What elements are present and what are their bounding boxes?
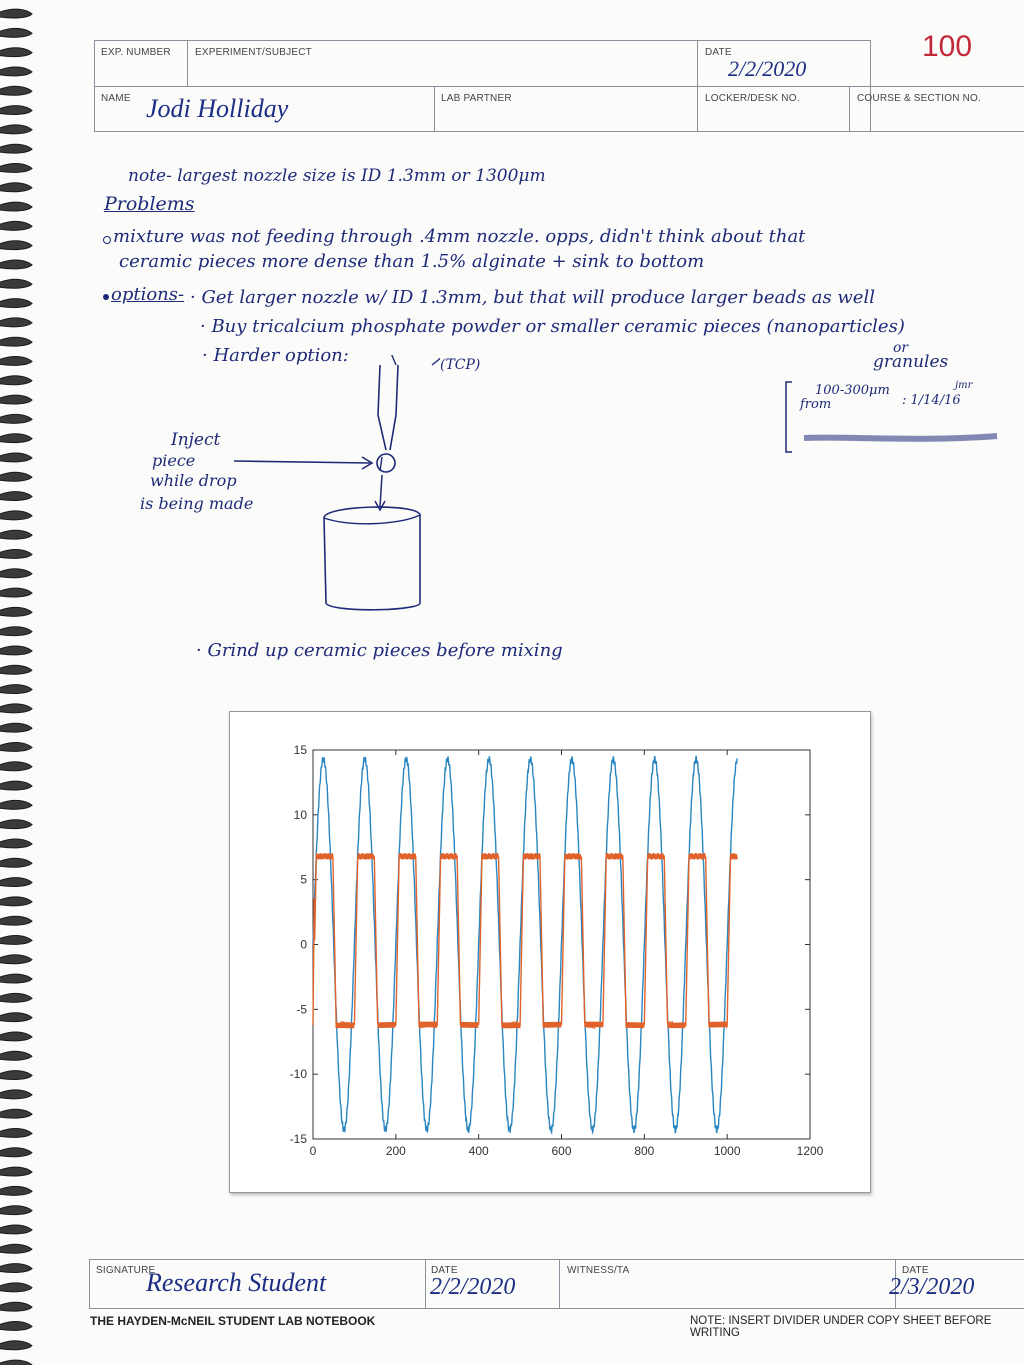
chart-figure	[229, 711, 871, 1193]
spiral-loop	[0, 607, 32, 616]
spiral-loop	[0, 569, 32, 578]
header-row-divider	[94, 86, 1024, 87]
spiral-loop	[0, 1013, 32, 1022]
spiral-loop	[0, 1186, 32, 1195]
spiral-loop	[0, 858, 32, 867]
spiral-loop	[0, 1032, 32, 1041]
spiral-loop	[0, 550, 32, 559]
inject-label-1: Inject	[171, 430, 221, 450]
spiral-loop	[0, 685, 32, 694]
tcp-label: (TCP)	[440, 357, 481, 373]
side-note-range: 100-300μm	[815, 383, 890, 398]
spiral-loop	[0, 1090, 32, 1099]
spiral-loop	[0, 646, 32, 655]
spiral-loop	[0, 472, 32, 481]
spiral-loop	[0, 86, 32, 95]
date-value: 2/2/2020	[728, 56, 807, 81]
date-label: DATE	[705, 47, 732, 58]
spiral-loop	[0, 743, 32, 752]
spiral-loop	[0, 202, 32, 211]
spiral-loop	[0, 897, 32, 906]
spiral-loop	[0, 1302, 32, 1311]
spiral-loop	[0, 106, 32, 115]
spiral-loop	[0, 1360, 32, 1365]
spiral-loop	[0, 221, 32, 230]
spiral-loop	[0, 357, 32, 366]
spiral-loop	[0, 9, 32, 18]
series-line-square	[313, 853, 737, 1028]
spiral-loop	[0, 28, 32, 37]
spiral-loop	[0, 781, 32, 790]
problem-2: ceramic pieces more dense than 1.5% alginate + sink to bottom	[119, 251, 705, 272]
x-tick-label: 200	[385, 1144, 406, 1158]
y-tick-label: 0	[300, 937, 307, 952]
footer-date2-label: DATE	[902, 1265, 929, 1276]
chart-svg	[230, 712, 870, 1192]
spiral-loop	[0, 183, 32, 192]
spiral-loop	[0, 704, 32, 713]
spiral-loop	[0, 1264, 32, 1273]
footer-date2-value: 2/3/2020	[889, 1274, 975, 1300]
name-label: NAME	[101, 93, 131, 104]
bullet-options	[103, 294, 109, 300]
y-tick-label: 5	[300, 872, 307, 887]
inject-label-4: is being made	[140, 494, 254, 513]
option-2: · Buy tricalcium phosphate powder or smaller ceramic pieces (nanoparticles)	[200, 316, 905, 337]
spiral-loop	[0, 279, 32, 288]
x-tick-label: 600	[551, 1144, 572, 1158]
side-note-date: : 1/14/16	[902, 393, 961, 408]
spiral-loop	[0, 299, 32, 308]
spiral-loop	[0, 955, 32, 964]
spiral-loop	[0, 1071, 32, 1080]
spiral-loop	[0, 665, 32, 674]
side-note-initials: jmr	[955, 380, 973, 391]
spiral-loop	[0, 376, 32, 385]
spiral-loop	[0, 800, 32, 809]
spiral-loop	[0, 1341, 32, 1350]
y-tick-label: -5	[296, 1002, 307, 1017]
spiral-loop	[0, 820, 32, 829]
spiral-loop	[0, 414, 32, 423]
footer-date-label: DATE	[431, 1265, 458, 1276]
experiment-subject-label: EXPERIMENT/SUBJECT	[195, 47, 312, 58]
spiral-loop	[0, 125, 32, 134]
spiral-loop	[0, 434, 32, 443]
spiral-loop	[0, 241, 32, 250]
note-line: note- largest nozzle size is ID 1.3mm or 1300μm	[128, 166, 546, 186]
spiral-loop	[0, 67, 32, 76]
spiral-loop	[0, 1148, 32, 1157]
spiral-loop	[0, 318, 32, 327]
spiral-loop	[0, 1051, 32, 1060]
spiral-loop	[0, 1167, 32, 1176]
lab-partner-label: LAB PARTNER	[441, 93, 512, 104]
spiral-loop	[0, 511, 32, 520]
footer-divider-2	[559, 1259, 560, 1309]
x-tick-label: 800	[634, 1144, 655, 1158]
option-2-or: or	[893, 340, 909, 356]
problem-1: mixture was not feeding through .4mm nozzle. opps, didn't think about that	[113, 226, 806, 247]
name-value: Jodi Holliday	[146, 94, 289, 123]
course-section-label: COURSE & SECTION NO.	[857, 93, 982, 104]
header-col-divider-1	[187, 40, 188, 86]
spiral-loop	[0, 1206, 32, 1215]
options-heading: options-	[111, 284, 185, 305]
spiral-loop	[0, 1225, 32, 1234]
bullet-problem	[103, 236, 111, 244]
x-tick-label: 0	[309, 1144, 317, 1158]
spiral-loop	[0, 1322, 32, 1331]
spiral-loop	[0, 993, 32, 1002]
spiral-loop	[0, 260, 32, 269]
signature-label: SIGNATURE	[96, 1265, 156, 1276]
inject-label-3: while drop	[150, 471, 237, 490]
x-tick-label: 400	[468, 1144, 489, 1158]
spiral-loop	[0, 395, 32, 404]
spiral-loop	[0, 164, 32, 173]
exp-number-label: EXP. NUMBER	[101, 47, 171, 58]
spiral-loop	[0, 723, 32, 732]
spiral-loop	[0, 936, 32, 945]
side-note-from: from	[800, 397, 832, 412]
spiral-loop	[0, 588, 32, 597]
problems-heading: Problems	[104, 193, 195, 215]
option-1: · Get larger nozzle w/ ID 1.3mm, but that will produce larger beads as well	[190, 287, 875, 308]
spiral-loop	[0, 1129, 32, 1138]
y-tick-label: -15	[289, 1132, 307, 1146]
witness-label: WITNESS/TA	[567, 1265, 630, 1276]
spiral-loop	[0, 144, 32, 153]
x-tick-label: 1000	[713, 1144, 741, 1158]
page-number: 100	[922, 30, 973, 63]
header-col-divider-3	[434, 86, 435, 132]
option-2-granules: granules	[873, 352, 949, 372]
spiral-loop	[0, 492, 32, 501]
y-tick-label: 15	[293, 743, 307, 757]
signature-value: Research Student	[146, 1268, 327, 1297]
spiral-loop	[0, 974, 32, 983]
inject-label-2: piece	[152, 451, 196, 470]
option-3: · Harder option:	[202, 345, 349, 366]
spiral-loop	[0, 1244, 32, 1253]
header-col-divider-2	[697, 40, 698, 132]
spiral-loop	[0, 1283, 32, 1292]
spiral-loop	[0, 48, 32, 57]
y-tick-label: -10	[289, 1067, 307, 1082]
spiral-loop	[0, 337, 32, 346]
option-4: · Grind up ceramic pieces before mixing	[196, 640, 563, 661]
locker-desk-label: LOCKER/DESK NO.	[705, 93, 800, 104]
spiral-loop	[0, 1109, 32, 1118]
spiral-loop	[0, 453, 32, 462]
spiral-loop	[0, 627, 32, 636]
header-col-divider-4	[849, 86, 850, 132]
copy-sheet-note: NOTE: INSERT DIVIDER UNDER COPY SHEET BEFORE WRITING	[690, 1315, 992, 1339]
brand-line: THE HAYDEN-McNEIL STUDENT LAB NOTEBOOK	[90, 1314, 376, 1328]
spiral-loop	[0, 878, 32, 887]
spiral-loop	[0, 762, 32, 771]
footer-date-value: 2/2/2020	[430, 1274, 516, 1300]
spiral-loop	[0, 839, 32, 848]
footer-divider-1	[425, 1259, 426, 1309]
spiral-loop	[0, 530, 32, 539]
y-tick-label: 10	[293, 807, 307, 822]
spiral-binding	[0, 0, 40, 1365]
spiral-loop	[0, 916, 32, 925]
x-tick-label: 1200	[796, 1144, 824, 1158]
